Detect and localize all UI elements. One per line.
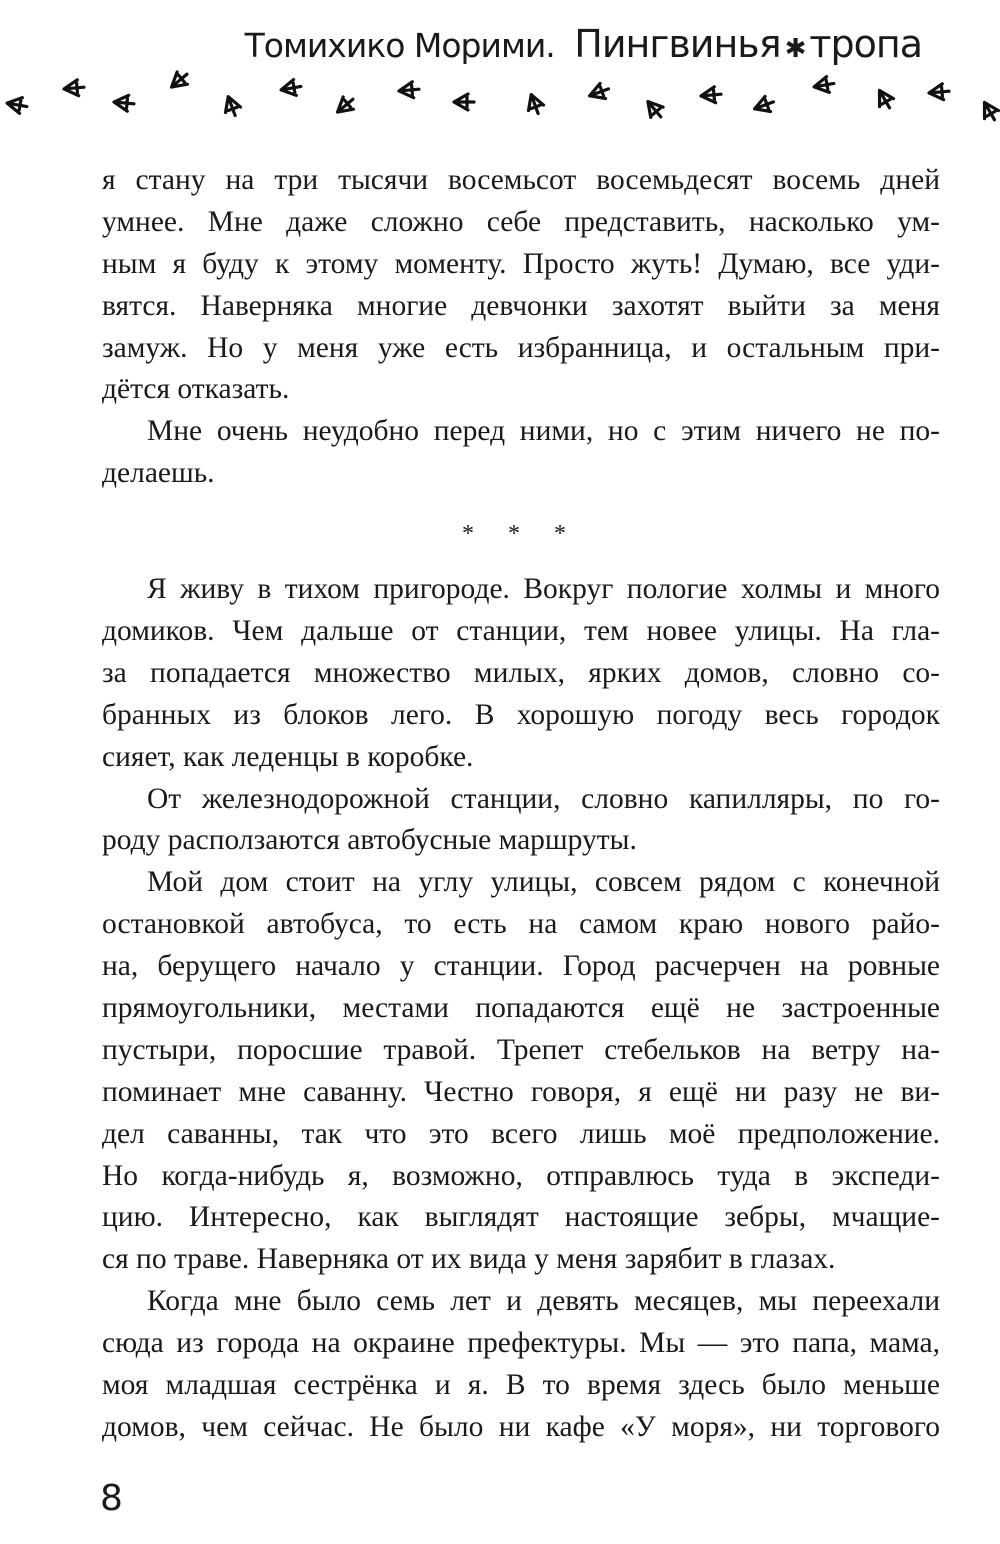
text-before-break [102, 160, 940, 495]
section-break: * * * [462, 521, 580, 548]
text-line: сияет, как леденцы в коробке. [102, 740, 474, 773]
header-title-2: тропа [809, 22, 922, 66]
footprint-icon [454, 94, 474, 110]
text-line: остановкой автобуса, то есть на самом краю нового райо- [102, 908, 940, 941]
text-line: поминает мне саванну. Честно говоря, я ещё ни разу не ви- [102, 1075, 940, 1108]
page-number: 8 [100, 1478, 123, 1519]
paragraph [102, 160, 940, 411]
text-line: прямоугольники, местами попадаются ещё не застроенные [102, 992, 940, 1025]
text-line: сюда из города на окраине префектуры. Мы — это папа, мама, [102, 1327, 940, 1360]
footprint-icon [813, 76, 835, 95]
header-star-icon: ✱ [784, 34, 806, 64]
text-line: Мой дом стоит на углу улицы, совсем рядом с конечной [147, 866, 940, 899]
penguin-footprints-decoration [0, 60, 1000, 140]
footprint-icon [752, 94, 776, 116]
paragraph [102, 569, 940, 778]
text-line: вятся. Наверняка многие девчонки захотят выйти за меня [102, 289, 940, 322]
footprint-icon [113, 94, 134, 112]
footprint-icon [978, 98, 1000, 123]
footprint-icon [166, 68, 192, 93]
text-line: Когда мне было семь лет и девять месяцев, мы переехали [147, 1285, 940, 1318]
text-line: дел саванны, так что это всего лишь моё предположение. [102, 1117, 940, 1150]
footprint-icon [873, 86, 897, 111]
footprint-icon [280, 79, 302, 98]
footprint-icon [700, 86, 721, 104]
text-line: на, берущего начало у станции. Город расчерчен на ровные [102, 950, 940, 983]
text-line: моя младшая сестрёнка и я. В то время здесь было меньше [102, 1369, 940, 1402]
paragraph [102, 1281, 940, 1449]
footprint-icon [587, 81, 611, 103]
footprint-icon [6, 95, 28, 114]
text-line: дётся отказать. [102, 373, 290, 406]
text-line: От железнодорожной станции, словно капилляры, по го- [147, 782, 940, 815]
text-line: ся по траве. Наверняка от их вида у меня зарябит в глазах. [102, 1243, 836, 1276]
text-after-break [102, 569, 940, 1449]
footprint-icon [928, 83, 949, 101]
footprint-icon [221, 94, 243, 118]
text-line: умнее. Мне даже сложно себе представить, насколько ум- [102, 205, 940, 238]
text-line: пустыри, поросшие травой. Трепет стебельков на ветру на- [102, 1033, 940, 1066]
text-line: за попадается множество милых, ярких домов, словно со- [102, 656, 940, 689]
text-line: бранных из блоков лего. В хорошую погоду весь городок [102, 698, 940, 731]
paragraph [102, 779, 940, 863]
footprint-icon [398, 81, 419, 99]
paragraph [102, 862, 940, 1281]
text-line: роду расползаются автобусные маршруты. [102, 824, 637, 857]
text-line: цию. Интересно, как выглядят настоящие зебры, мчащие- [102, 1201, 940, 1234]
paragraph [102, 411, 940, 495]
text-line: Я живу в тихом пригороде. Вокруг пологие холмы и много [147, 573, 940, 606]
header-author: Томихико Морими. [244, 26, 555, 65]
text-line: делаешь. [102, 457, 215, 490]
header-title-1: Пингвинья [574, 22, 781, 66]
footprint-icon [524, 92, 546, 116]
footprint-icon [332, 93, 358, 118]
text-line: домиков. Чем дальше от станции, тем новее улицы. На гла- [102, 615, 940, 648]
footprint-icon [642, 96, 667, 122]
page-body [102, 160, 940, 1449]
text-line: ным я буду к этому моменту. Просто жуть! Думаю, все уди- [102, 247, 940, 280]
text-line: Но когда-нибудь я, возможно, отправлюсь туда в экспеди- [102, 1159, 940, 1192]
footprint-icon [63, 79, 84, 97]
text-line: я стану на три тысячи восемьсот восемьдесят восемь дней [102, 164, 940, 196]
text-line: Мне очень неудобно перед ними, но с этим ничего не по- [147, 415, 940, 448]
text-line: домов, чем сейчас. Не было ни кафе «У моря», ни торгового [102, 1410, 940, 1443]
text-line: замуж. Но у меня уже есть избранница, и остальным при- [102, 331, 940, 364]
